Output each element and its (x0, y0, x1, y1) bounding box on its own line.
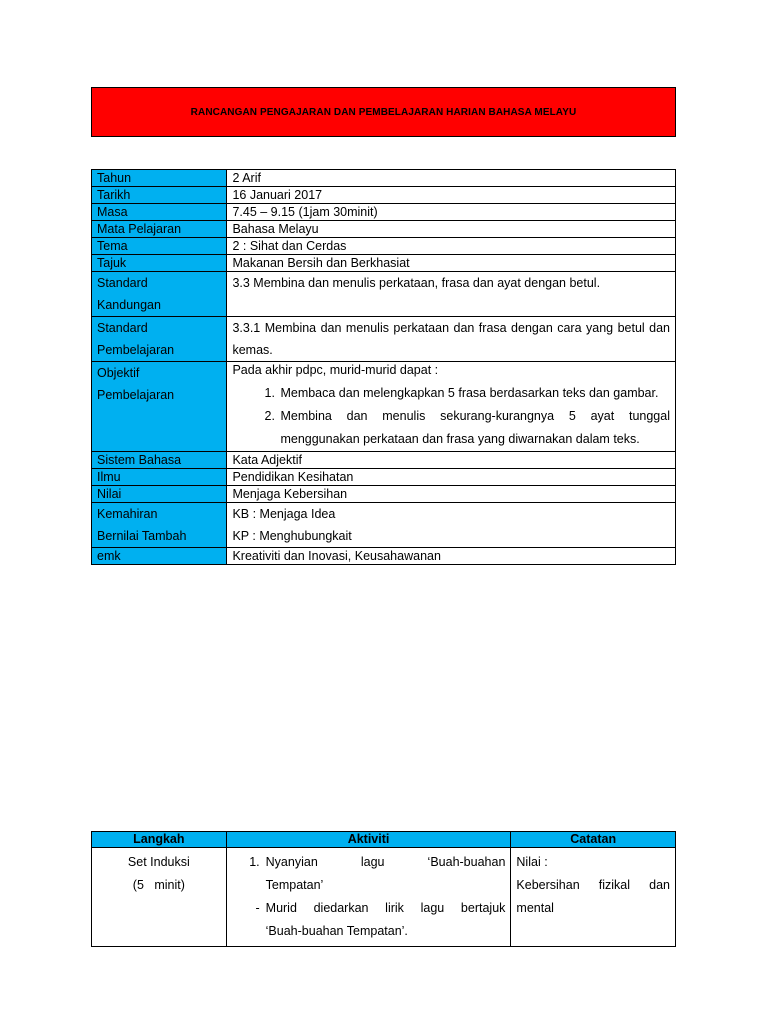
label-tema: Tema (92, 238, 227, 255)
label-standard-pembelajaran-line1: Standard (97, 321, 148, 335)
objektif-item: 2. Membina dan menulis sekurang-kurangnya 5 ayat tunggal menggunakan perkataan dan frasa yang diwarnakan dalam teks. (278, 405, 670, 451)
row-nilai (92, 486, 676, 503)
label-tahun: Tahun (92, 170, 227, 187)
row-tarikh (92, 187, 676, 204)
row-masa (92, 204, 676, 221)
label-masa: Masa (92, 204, 227, 221)
langkah-name: Set Induksi (127, 855, 190, 869)
row-standard-kandungan (92, 272, 676, 317)
label-standard-kandungan-line1: Standard (97, 276, 148, 290)
label-standard-kandungan-line2: Kandungan (97, 298, 161, 312)
aktiviti-text-line1: Nyanyian lagu ‘Buah-buahan (265, 855, 506, 869)
value-tajuk: Makanan Bersih dan Berkhasiat (227, 255, 676, 272)
value-masa: 7.45 – 9.15 (1jam 30minit) (227, 204, 676, 221)
header-catatan: Catatan (511, 832, 676, 848)
label-sistem-bahasa: Sistem Bahasa (92, 452, 227, 469)
row-mata-pelajaran (92, 221, 676, 238)
label-standard-pembelajaran-line2: Pembelajaran (97, 343, 175, 357)
aktiviti-text (266, 897, 506, 943)
label-objektif-line2: Pembelajaran (97, 388, 175, 402)
row-emk (92, 548, 676, 565)
value-emk: Kreativiti dan Inovasi, Keusahawanan (227, 548, 676, 565)
value-kemahiran-kb: KB : Menjaga Idea (232, 507, 336, 521)
langkah-duration: (5 minit) (132, 878, 185, 892)
value-tarikh: 16 Januari 2017 (227, 187, 676, 204)
label-mata-pelajaran: Mata Pelajaran (92, 221, 227, 238)
value-ilmu: Pendidikan Kesihatan (227, 469, 676, 486)
label-kemahiran (92, 503, 227, 548)
label-standard-kandungan (92, 272, 227, 317)
row-sistem-bahasa (92, 452, 676, 469)
row-kemahiran (92, 503, 676, 548)
cell-aktiviti (226, 848, 511, 947)
value-objektif (227, 362, 676, 452)
catatan-text: Kebersihan fizikal dan mental (516, 878, 670, 915)
catatan-label: Nilai : (516, 855, 548, 869)
label-ilmu: Ilmu (92, 469, 227, 486)
objektif-item: 1. Membaca dan melengkapkan 5 frasa berdasarkan teks dan gambar. (278, 382, 670, 405)
document-title: RANCANGAN PENGAJARAN DAN PEMBELAJARAN HARIAN BAHASA MELAYU (91, 87, 676, 137)
row-tahun (92, 170, 676, 187)
lesson-header-row (92, 832, 676, 848)
objektif-intro: Pada akhir pdpc, murid-murid dapat : (232, 363, 439, 377)
label-objektif-line1: Objektif (97, 366, 140, 380)
value-nilai: Menjaga Kebersihan (227, 486, 676, 503)
lesson-table (91, 831, 676, 947)
label-kemahiran-line2: Bernilai Tambah (97, 529, 187, 543)
aktiviti-text (266, 851, 506, 897)
row-objektif (92, 362, 676, 452)
aktiviti-text-line2: ‘Buah-buahan Tempatan’. (265, 924, 408, 938)
value-tahun: 2 Arif (227, 170, 676, 187)
aktiviti-marker: 1. (249, 855, 260, 869)
info-table (91, 169, 676, 565)
value-standard-pembelajaran: 3.3.1 Membina dan menulis perkataan dan frasa dengan cara yang betul dan kemas. (227, 317, 676, 362)
aktiviti-marker: - (255, 901, 260, 915)
row-tema (92, 238, 676, 255)
row-ilmu (92, 469, 676, 486)
cell-catatan (511, 848, 676, 947)
value-tema: 2 : Sihat dan Cerdas (227, 238, 676, 255)
row-standard-pembelajaran (92, 317, 676, 362)
label-emk: emk (92, 548, 227, 565)
label-standard-pembelajaran (92, 317, 227, 362)
header-aktiviti: Aktiviti (226, 832, 511, 848)
cell-langkah (92, 848, 227, 947)
value-kemahiran (227, 503, 676, 548)
value-standard-kandungan: 3.3 Membina dan menulis perkataan, frasa dan ayat dengan betul. (227, 272, 676, 317)
aktiviti-text-line2: Tempatan’ (265, 878, 324, 892)
label-objektif (92, 362, 227, 452)
value-kemahiran-kp: KP : Menghubungkait (232, 529, 352, 543)
header-langkah: Langkah (92, 832, 227, 848)
value-sistem-bahasa: Kata Adjektif (227, 452, 676, 469)
label-tarikh: Tarikh (92, 187, 227, 204)
aktiviti-item (232, 851, 506, 897)
label-kemahiran-line1: Kemahiran (97, 507, 158, 521)
aktiviti-item (232, 897, 506, 943)
row-tajuk (92, 255, 676, 272)
label-nilai: Nilai (92, 486, 227, 503)
aktiviti-text-line1: Murid diedarkan lirik lagu bertajuk (265, 901, 506, 915)
lesson-row (92, 848, 676, 947)
objektif-list (232, 382, 670, 451)
value-mata-pelajaran: Bahasa Melayu (227, 221, 676, 238)
label-tajuk: Tajuk (92, 255, 227, 272)
